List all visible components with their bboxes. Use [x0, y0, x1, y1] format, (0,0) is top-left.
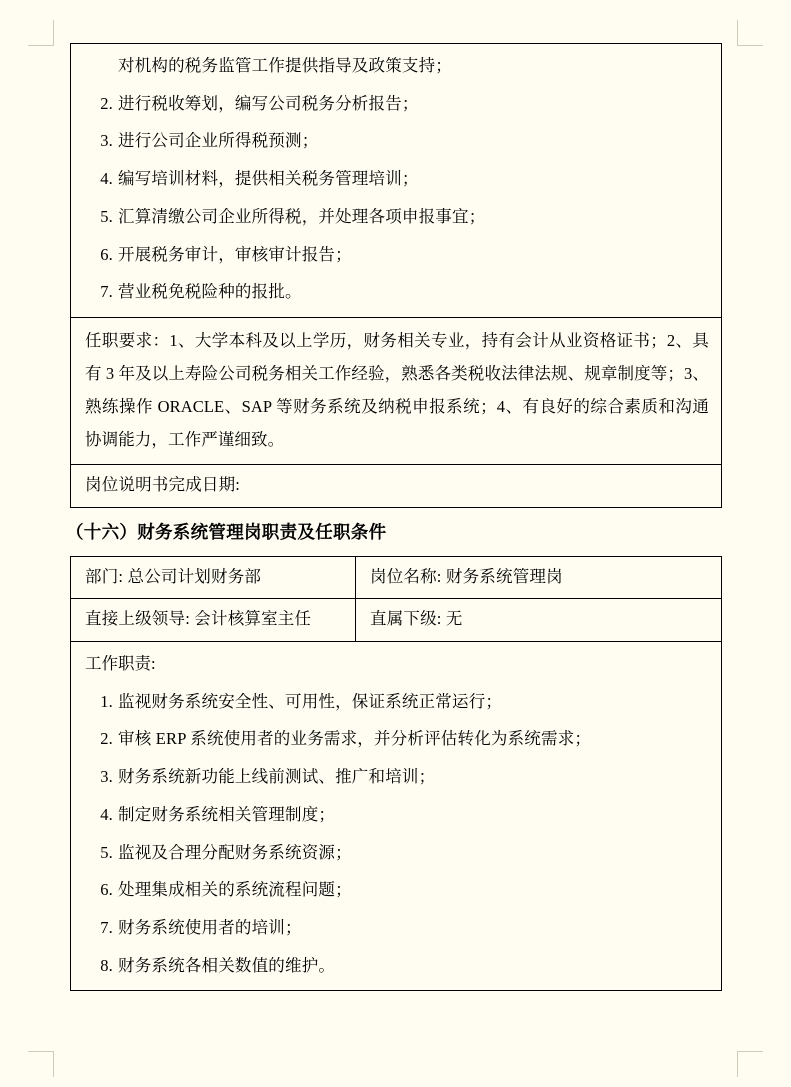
list-item [85, 204, 709, 231]
table-row-requirements [71, 318, 722, 465]
duties-lead-line: 对机构的税务监管工作提供指导及政策支持； [118, 56, 452, 75]
duties-list [85, 689, 709, 980]
list-item-text: 财务系统各相关数值的维护。 [118, 955, 336, 975]
list-item [85, 840, 709, 867]
list-item-text: 编写培训材料，提供相关税务管理培训； [118, 169, 419, 189]
list-item-number: 2 . [89, 726, 113, 753]
list-item-text: 汇算清缴公司企业所得税，并处理各项申报事宜； [118, 206, 486, 226]
list-item [85, 953, 709, 980]
list-item [85, 91, 709, 118]
subordinate-cell [356, 599, 722, 642]
crop-mark-top-right [737, 20, 763, 46]
list-item-text: 财务系统使用者的培训； [118, 917, 302, 937]
list-item-number: 6 . [89, 242, 113, 269]
list-item [85, 279, 709, 306]
supervisor-cell [71, 599, 356, 642]
list-item-text: 处理集成相关的系统流程问题； [118, 880, 352, 900]
crop-mark-bottom-right [737, 1051, 763, 1077]
list-item-number: 6 . [89, 877, 113, 904]
list-item-text: 监视财务系统安全性、可用性，保证系统正常运行； [118, 691, 503, 711]
list-item-text: 进行公司企业所得税预测； [118, 131, 319, 151]
list-item-number: 2 . [89, 91, 113, 118]
list-item [85, 242, 709, 269]
list-item [85, 166, 709, 193]
list-item-number: 7 . [89, 279, 113, 306]
list-item-text: 审核 ERP 系统使用者的业务需求，并分析评估转化为系统需求； [118, 729, 592, 749]
requirements-cell [71, 318, 722, 465]
list-item-number: 5 . [89, 840, 113, 867]
duties-label: 工作职责: [85, 653, 156, 673]
list-item-text: 监视及合理分配财务系统资源； [118, 842, 352, 862]
crop-mark-top-left [28, 20, 54, 46]
list-item [85, 726, 709, 753]
table-row-department-position [71, 556, 722, 599]
completion-date-label: 岗位说明书完成日期: [85, 475, 241, 495]
job-description-table-previous [70, 43, 722, 508]
list-item [85, 877, 709, 904]
list-item [85, 802, 709, 829]
list-item [85, 128, 709, 155]
department-cell [71, 556, 356, 599]
duties-cell [71, 641, 722, 990]
list-item-number: 5 . [89, 204, 113, 231]
list-item-number: 7 . [89, 915, 113, 942]
crop-mark-bottom-left [28, 1051, 54, 1077]
position-name-cell [356, 556, 722, 599]
supervisor-text: 直接上级领导: 会计核算室主任 [85, 609, 312, 629]
job-description-table-sixteen [70, 556, 722, 992]
subordinate-text: 直属下级: 无 [370, 609, 463, 629]
list-item [85, 915, 709, 942]
list-item-text: 制定财务系统相关管理制度； [118, 804, 336, 824]
list-item-number: 1 . [89, 689, 113, 716]
list-item [85, 764, 709, 791]
list-item-number: 3 . [89, 764, 113, 791]
table-row-completion-date [71, 465, 722, 508]
document-body [66, 43, 722, 991]
list-item-text: 进行税收筹划，编写公司税务分析报告； [118, 93, 419, 113]
list-item-text: 营业税免税险种的报批。 [118, 282, 302, 302]
section-heading-sixteen: （十六）财务系统管理岗职责及任职条件 [66, 521, 387, 542]
table-row-duties [71, 641, 722, 990]
position-name-text: 岗位名称: 财务系统管理岗 [370, 566, 563, 586]
list-item-text: 财务系统新功能上线前测试、推广和培训； [118, 767, 436, 787]
duties-continued-cell [71, 44, 722, 318]
completion-date-cell [71, 465, 722, 508]
list-item-text: 开展税务审计，审核审计报告； [118, 244, 352, 264]
duties-continued-list [85, 91, 709, 306]
department-text: 部门: 总公司计划财务部 [85, 566, 262, 586]
requirements-text: 任职要求：1、大学本科及以上学历，财务相关专业，持有会计从业资格证书；2、具有 3 年及以上寿险公司税务相关工作经验，熟悉各类税收法律法规、规章制度等；3、熟练操作 ORACLE、SAP 等财务系统及纳税申报系统；4、有良好的综合素质和沟通协调能力，工作严谨细致。 [85, 331, 709, 450]
list-item-number: 3 . [89, 128, 113, 155]
list-item-number: 8 . [89, 953, 113, 980]
list-item-number: 4 . [89, 166, 113, 193]
list-item [85, 689, 709, 716]
table-row-supervisor-subordinate [71, 599, 722, 642]
table-row-duties-continued [71, 44, 722, 318]
list-item-number: 4 . [89, 802, 113, 829]
